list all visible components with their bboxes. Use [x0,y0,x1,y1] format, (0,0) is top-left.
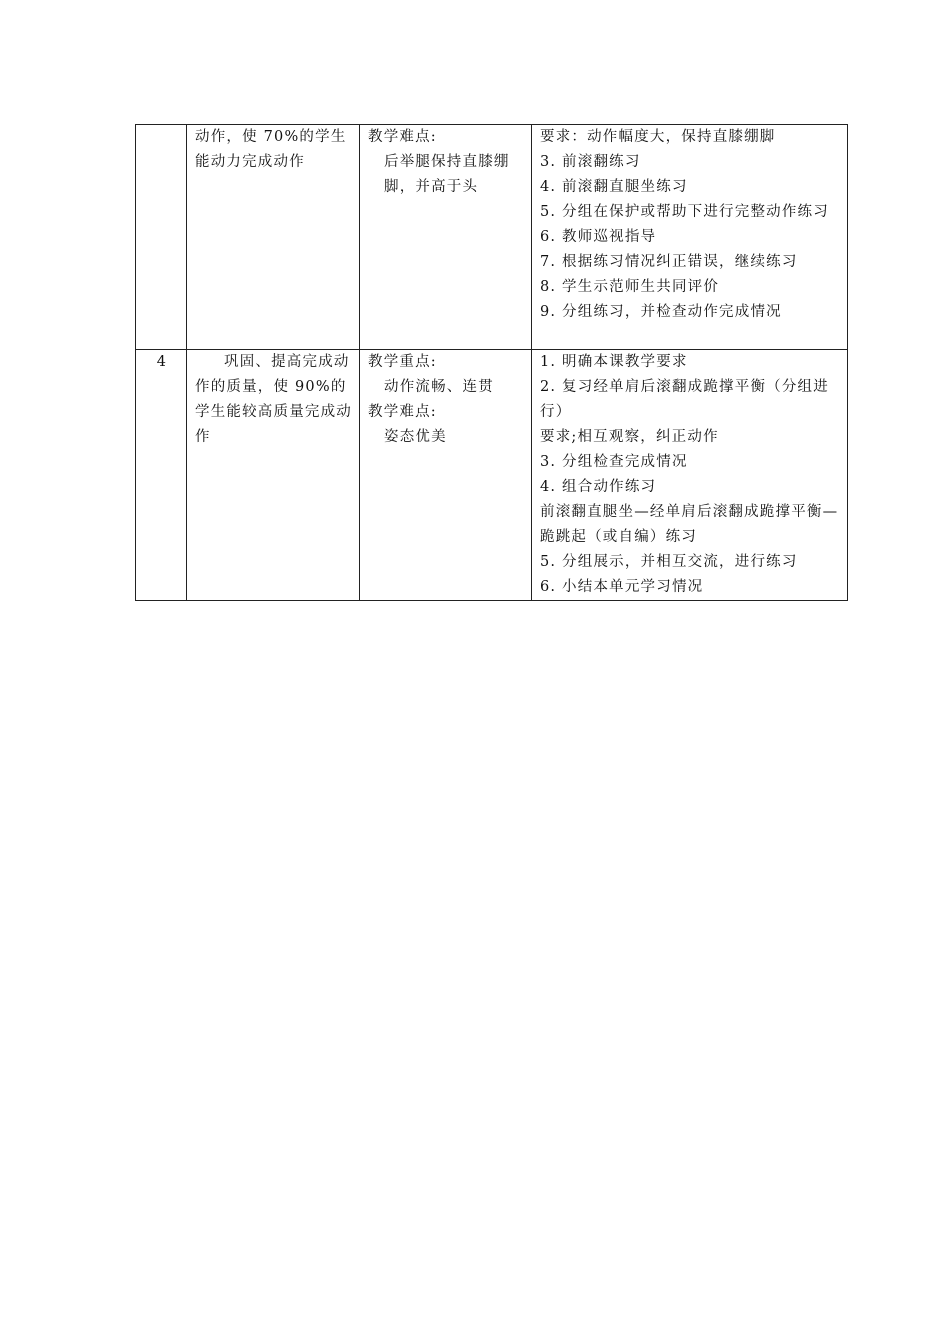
step-item: 4. 前滚翻直腿坐练习 [540,179,688,195]
key-point-text: 后举腿保持直膝绷脚，并高于头 [384,154,510,195]
key-point-label: 教学难点: [368,404,437,420]
key-points-cell [360,125,532,350]
table-row [136,350,848,601]
step-item: 3. 前滚翻练习 [540,154,641,170]
step-item: 5. 分组展示，并相互交流，进行练习 [540,554,798,570]
step-item: 要求;相互观察，纠正动作 [540,429,719,445]
key-point-text: 姿态优美 [384,429,447,445]
lesson-number-cell [136,350,187,601]
step-item: 8. 学生示范师生共同评价 [540,279,720,295]
step-item: 要求：动作幅度大，保持直膝绷脚 [540,129,776,145]
lesson-plan-table [135,124,848,601]
key-points-cell [360,350,532,601]
key-point-label: 教学难点: [368,129,437,145]
step-item: 1. 明确本课教学要求 [540,354,688,370]
steps-cell [532,125,848,350]
step-item: 6. 小结本单元学习情况 [540,579,704,595]
goal-cell [187,125,360,350]
goal-text: 巩固、提高完成动作的质量，使 90%的学生能较高质量完成动作 [195,354,352,445]
step-item: 5. 分组在保护或帮助下进行完整动作练习 [540,204,829,220]
steps-cell [532,350,848,601]
step-item: 7. 根据练习情况纠正错误，继续练习 [540,254,798,270]
lesson-number-cell [136,125,187,350]
key-point-text: 动作流畅、连贯 [384,379,494,395]
lesson-number: 4 [156,354,168,370]
key-point-label: 教学重点: [368,354,437,370]
table-row [136,125,848,350]
goal-cell [187,350,360,601]
goal-text: 动作，使 70%的学生能动力完成动作 [195,129,347,170]
step-item: 3. 分组检查完成情况 [540,454,688,470]
step-item: 2. 复习经单肩后滚翻成跪撑平衡（分组进行） [540,379,829,420]
step-item: 4. 组合动作练习 [540,479,657,495]
step-item: 6. 教师巡视指导 [540,229,657,245]
step-item: 前滚翻直腿坐—经单肩后滚翻成跪撑平衡—跪跳起（或自编）练习 [540,504,839,545]
step-item: 9. 分组练习，并检查动作完成情况 [540,304,782,320]
